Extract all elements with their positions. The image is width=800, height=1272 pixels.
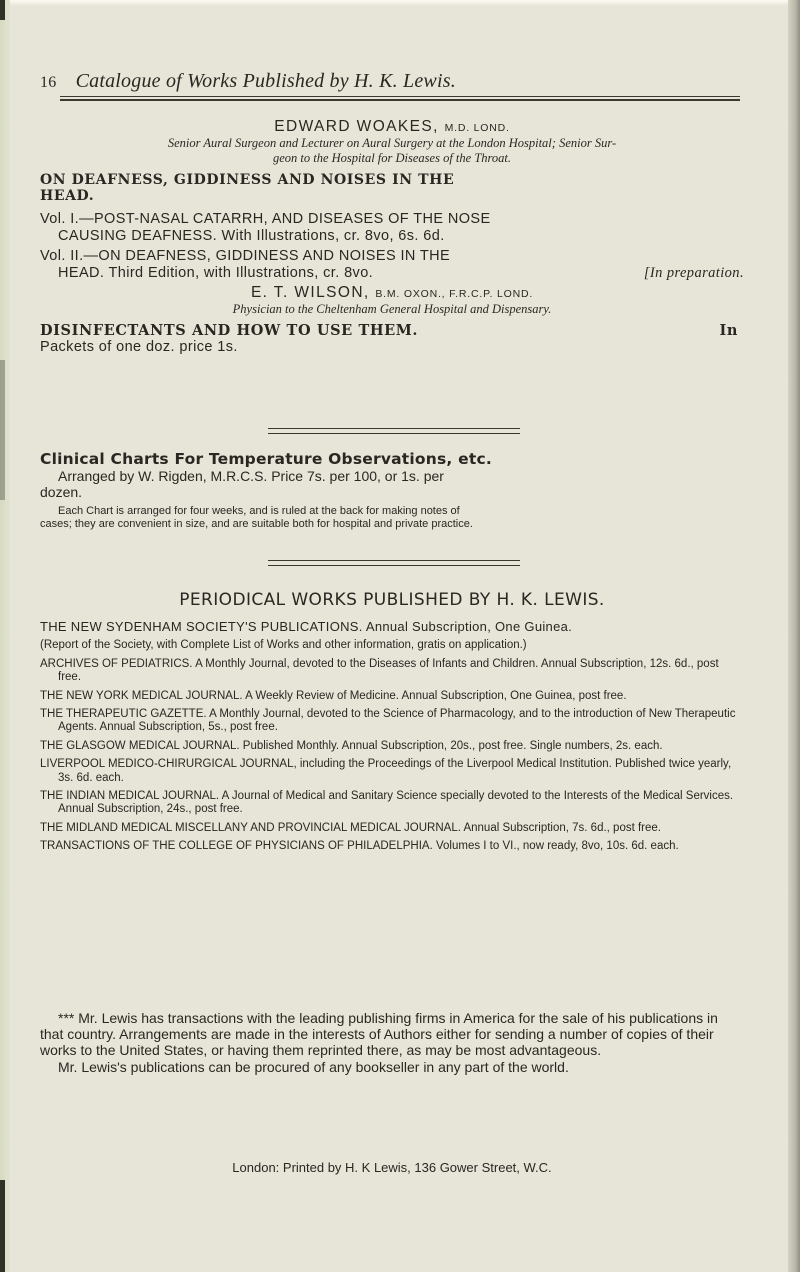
clinical-note: [40, 505, 744, 531]
work-title-tail: In: [719, 322, 738, 339]
volume-line: CAUSING DEAFNESS. With Illustrations, cr. 8vo, 6s. 6d.: [58, 228, 445, 244]
periodical-entry: LIVERPOOL MEDICO-CHIRURGICAL JOURNAL, including the Proceedings of the Liverpool Medical Institution. Published twice yearly, 3s. 6d. each.: [40, 758, 732, 784]
periodical-entry: THE GLASGOW MEDICAL JOURNAL. Published Monthly. Annual Subscription, 20s., post free. Single numbers, 2s. each.: [40, 739, 663, 752]
author-role-line: Senior Aural Surgeon and Lecturer on Aural Surgery at the London Hospital; Senior Sur-: [167, 136, 617, 150]
page-number: 16: [40, 74, 57, 91]
clinical-note-line: cases; they are convenient in size, and are suitable both for hospital and private practice.: [40, 518, 473, 530]
notice-paragraph: *** Mr. Lewis has transactions with the leading publishing firms in America for the sale of his publications in that country. Arrangements are made in the interests of Authors either for sending a number of copies of their works to the United States, or having them reprinted there, as may be most advantageous.: [40, 1010, 718, 1059]
volume-entry: [40, 248, 744, 282]
clinical-note-line: Each Chart is arranged for four weeks, and is ruled at the back for making notes of: [58, 505, 460, 517]
clinical-body-line: Arranged by W. Rigden, M.R.C.S. Price 7s. per 100, or 1s. per: [58, 468, 444, 484]
running-head-rule: [60, 99, 740, 101]
page-top-edge: [0, 0, 800, 6]
page-left-edge: [0, 0, 10, 1272]
volume-line-text: HEAD. Third Edition, with Illustrations, cr. 8vo.: [58, 265, 374, 281]
volume-line: [40, 265, 744, 282]
work-title-text: DISINFECTANTS AND HOW TO USE THEM.: [40, 322, 419, 339]
periodical-report: (Report of the Society, with Complete List of Works and other information, gratis on application.): [40, 639, 527, 652]
periodical-entry: [40, 620, 744, 635]
running-head: [40, 70, 740, 93]
section-divider: [268, 560, 520, 566]
clinical-body: [40, 468, 744, 500]
volume-line: Vol. II.—ON DEAFNESS, GIDDINESS AND NOISES IN THE: [40, 248, 451, 264]
work-title-line: ON DEAFNESS, GIDDINESS AND NOISES IN THE: [40, 172, 455, 188]
periodical-list: [40, 658, 744, 854]
work-detail: Packets of one doz. price 1s.: [40, 339, 238, 355]
running-head-title: Catalogue of Works Published by H. K. Lewis.: [75, 70, 456, 92]
page-right-edge: [788, 0, 800, 1272]
periodical-entry-text: THE NEW SYDENHAM SOCIETY'S PUBLICATIONS. Annual Subscription, One Guinea.: [40, 619, 573, 634]
notice-paragraph: Mr. Lewis's publications can be procured of any bookseller in any part of the world.: [58, 1058, 569, 1075]
printer-imprint: London: Printed by H. K Lewis, 136 Gower Street, W.C.: [232, 1160, 552, 1175]
clinical-title: Clinical Charts For Temperature Observations, etc.: [40, 450, 492, 468]
work-title-line: HEAD.: [40, 188, 95, 204]
binding-mark: [0, 1180, 5, 1272]
wilson-section: [40, 284, 744, 356]
author-degree: B.M. OXON., F.R.C.P. LOND.: [375, 288, 534, 300]
volume-line: Vol. I.—POST-NASAL CATARRH, AND DISEASES OF THE NOSE: [40, 211, 491, 227]
woakes-section: [40, 118, 744, 282]
binding-mark: [0, 360, 5, 500]
author-name: [40, 118, 744, 136]
author-role: Physician to the Cheltenham General Hospital and Dispensary.: [232, 302, 552, 316]
clinical-body-line: dozen.: [40, 484, 83, 500]
periodical-entry: THE THERAPEUTIC GAZETTE. A Monthly Journal, devoted to the Science of Pharmacology, and to the introduction of New Therapeutic Agents. Annual Subscription, 5s., post free.: [40, 708, 736, 734]
notice-section: [40, 1010, 744, 1075]
clinical-section: [40, 450, 744, 531]
periodical-entry: ARCHIVES OF PEDIATRICS. A Monthly Journal, devoted to the Diseases of Infants and Children. Annual Subscription, 12s. 6d., post free.: [40, 657, 719, 684]
periodical-entry: THE MIDLAND MEDICAL MISCELLANY AND PROVINCIAL MEDICAL JOURNAL. Annual Subscription, 7s. 6d., post free.: [40, 821, 661, 834]
section-divider: [268, 428, 520, 434]
author-degree: M.D. LOND.: [444, 122, 510, 134]
author-name: [40, 284, 744, 302]
periodicals-heading: PERIODICAL WORKS PUBLISHED BY H. K. LEWIS.: [179, 590, 605, 610]
binding-mark: [0, 0, 5, 20]
author-role-line: geon to the Hospital for Diseases of the Throat.: [272, 151, 512, 165]
volume-entry: [40, 211, 744, 245]
preparation-note: [In preparation.: [643, 265, 744, 281]
work-title: [40, 323, 744, 339]
periodical-entry: THE NEW YORK MEDICAL JOURNAL. A Weekly Review of Medicine. Annual Subscription, One Guinea, post free.: [40, 689, 627, 702]
work-title: [40, 172, 744, 204]
periodical-entry: TRANSACTIONS OF THE COLLEGE OF PHYSICIANS OF PHILADELPHIA. Volumes I to VI., now ready, 8vo, 10s. 6d. each.: [40, 840, 679, 853]
author-name-text: E. T. WILSON,: [250, 284, 370, 301]
author-name-text: EDWARD WOAKES,: [274, 118, 439, 135]
periodicals-section: [40, 590, 744, 854]
running-head-rule: [60, 96, 740, 97]
periodical-entry: THE INDIAN MEDICAL JOURNAL. A Journal of Medical and Sanitary Science specially devoted to the Interests of the Medical Services. Annual Subscription, 24s., post free.: [40, 790, 734, 816]
author-role: [40, 136, 744, 166]
